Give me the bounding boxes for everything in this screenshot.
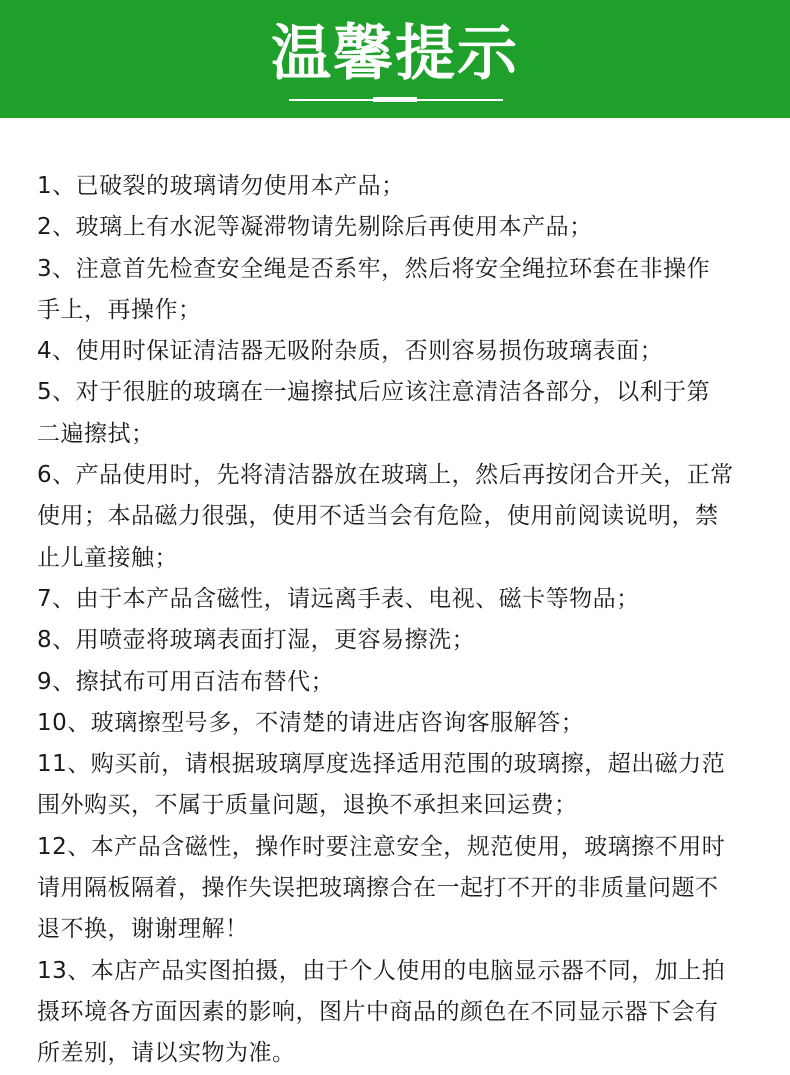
note-item-4: 4、使用时保证清洁器无吸附杂质，否则容易损伤玻璃表面； xyxy=(37,338,664,365)
note-item-9: 9、擦拭布可用百洁布替代； xyxy=(37,668,335,695)
note-item-7: 7、由于本产品含磁性，请远离手表、电视、磁卡等物品； xyxy=(37,585,640,612)
note-item-11: 11、购买前，请根据玻璃厚度选择适用范围的玻璃擦，超出磁力范 围外购买，不属于质量问题，退换不承担来回运费； xyxy=(37,751,726,819)
title-underline-accent xyxy=(373,97,417,102)
header-banner xyxy=(0,0,790,118)
note-item-12: 12、本产品含磁性，操作时要注意安全，规范使用，玻璃擦不用时 请用隔板隔着，操作失误把玻璃擦合在一起打不开的非质量问题不 退不换，谢谢理解！ xyxy=(37,833,726,943)
note-item-5: 5、对于很脏的玻璃在一遍擦拭后应该注意清洁各部分，以利于第 二遍擦拭； xyxy=(37,379,711,447)
note-item-3: 3、注意首先检查安全绳是否系牢，然后将安全绳拉环套在非操作 手上，再操作； xyxy=(37,255,711,323)
note-item-2: 2、玻璃上有水泥等凝滞物请先剔除后再使用本产品； xyxy=(37,214,593,241)
note-item-13: 13、本店产品实图拍摄，由于个人使用的电脑显示器不同，加上拍 摄环境各方面因素的影响，图片中商品的颜色在不同显示器下会有 所差别，请以实物为准。 xyxy=(37,957,726,1067)
note-item-8: 8、用喷壶将玻璃表面打湿，更容易擦洗； xyxy=(37,627,476,654)
note-item-1: 1、已破裂的玻璃请勿使用本产品； xyxy=(37,173,405,199)
notes-list xyxy=(37,166,762,1075)
note-item-6: 6、产品使用时，先将清洁器放在玻璃上，然后再按闭合开关，正常 使用；本品磁力很强，使用不适当会有危险，使用前阅读说明，禁 止儿童接触； xyxy=(37,462,734,571)
title-underline-right xyxy=(417,99,503,101)
page-title: 温馨提示 xyxy=(271,19,519,89)
title-underline-left xyxy=(289,99,373,101)
note-item-10: 10、玻璃擦型号多，不清楚的请进店咨询客服解答； xyxy=(37,709,585,736)
